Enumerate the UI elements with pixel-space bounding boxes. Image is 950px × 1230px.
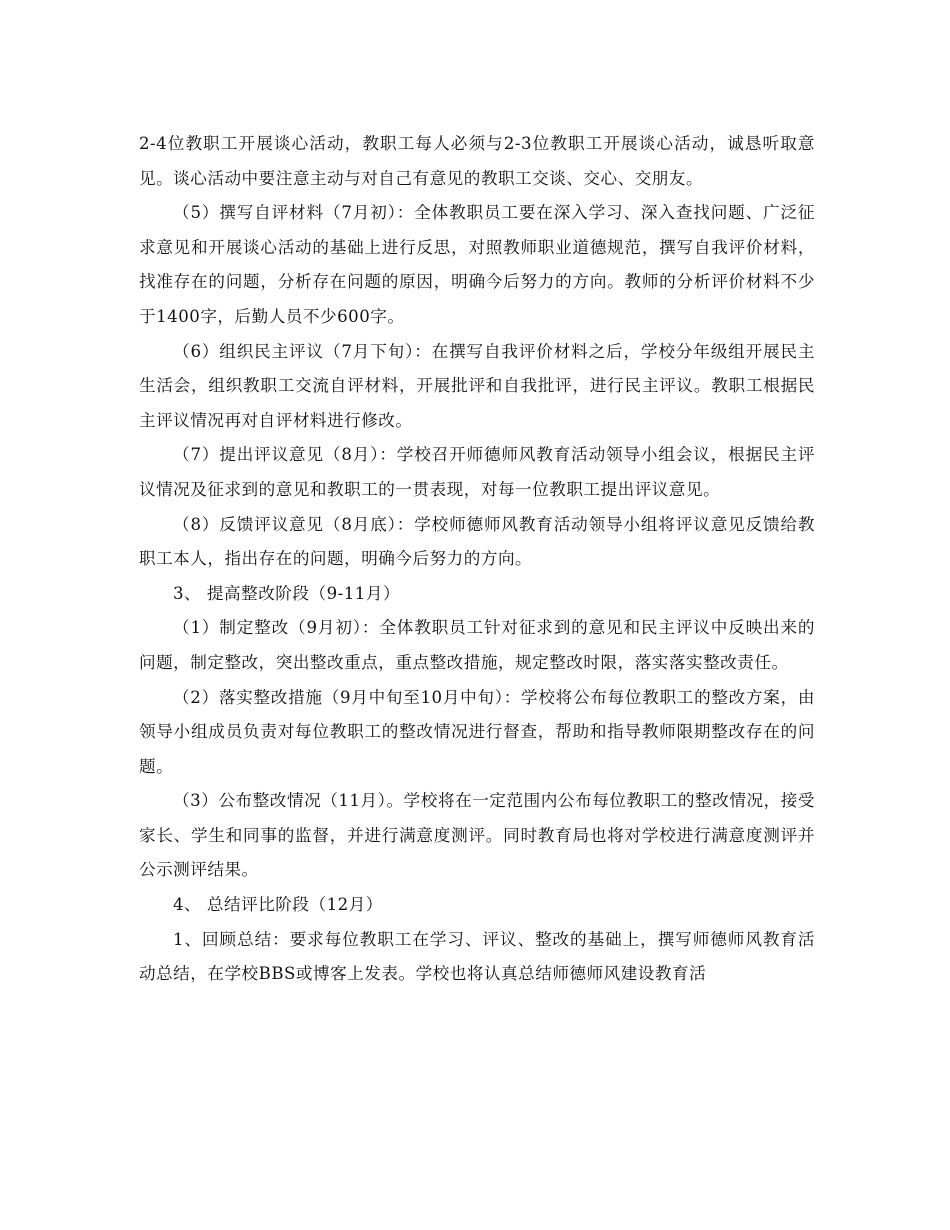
paragraph-feedback: （8）反馈评议意见（8月底）：学校师德师风教育活动领导小组将评议意见反馈给教职工本人，指出存在的问题，明确今后努力的方向。 — [139, 514, 815, 569]
section-heading-rectification: 3、 提高整改阶段（9-11月） — [173, 583, 401, 603]
paragraph-review-opinions: （7）提出评议意见（8月）：学校召开师德师风教育活动领导小组会议，根据民主评议情况及征求到的意见和教职工的一贯表现，对每一位教职工提出评议意见。 — [139, 445, 815, 499]
paragraph-self-evaluation: （5）撰写自评材料（7月初）：全体教职员工要在深入学习、深入查找问题、广泛征求意见和开展谈心活动的基础上进行反思，对照教师职业道德规范，撰写自我评价材料，找准存在的问题，分析存在问题的原因，明确今后努力的方向。教师的分析评价材料不少于1400字，后勤人员不少600字。 — [139, 203, 815, 326]
section-heading-summary: 4、 总结评比阶段（12月） — [173, 895, 383, 915]
paragraph-review-summary: 1、回顾总结：要求每位教职工在学习、评议、整改的基础上，撰写师德师风教育活动总结，在学校BBS或博客上发表。学校也将认真总结师德师风建设教育活 — [139, 929, 815, 984]
paragraph-democratic-review: （6）组织民主评议（7月下旬）：在撰写自我评价材料之后，学校分年级组开展民主生活会，组织教职工交流自评材料，开展批评和自我批评，进行民主评议。教职工根据民主评议情况再对自评材料进行修改。 — [139, 341, 815, 430]
paragraph-formulate-rectification: （1）制定整改（9月初）：全体教职员工针对征求到的意见和民主评议中反映出来的问题，制定整改，突出整改重点，重点整改措施，规定整改时限，落实落实整改责任。 — [139, 618, 815, 672]
paragraph-publish-results: （3）公布整改情况（11月）。学校将在一定范围内公布每位教职工的整改情况，接受家长、学生和同事的监督，并进行满意度测评。同时教育局也将对学校进行满意度测评并公示测评结果。 — [139, 791, 815, 880]
paragraph-heart-to-heart-talks: 2-4位教职工开展谈心活动，教职工每人必须与2-3位教职工开展谈心活动，诚恳听取意见。谈心活动中要注意主动与对自己有意见的教职工交谈、交心、交朋友。 — [139, 134, 815, 188]
paragraph-implement-measures: （2）落实整改措施（9月中旬至10月中旬）：学校将公布每位教职工的整改方案，由领导小组成员负责对每位教职工的整改情况进行督查，帮助和指导教师限期整改存在的问题。 — [139, 687, 815, 776]
document-body — [139, 127, 815, 992]
